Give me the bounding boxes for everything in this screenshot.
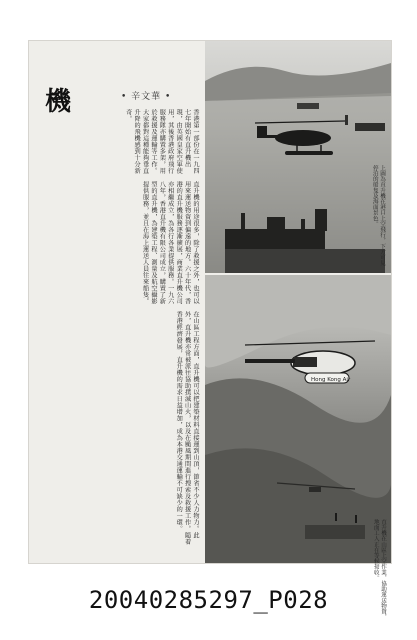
body-column-bottom: 在山區工程方面，直升機可以把建築材料直接運到山頂，節省不少人力物力。此外，直升機亦常被派往協助撲滅山火，以及在颱風期間進行搜索及救援工作。隨着香港經濟發展，直升機的需求日益增加，成為本港交通運輸不可缺少的一環。 bbox=[175, 311, 199, 545]
article-byline: • 辛文華 • bbox=[121, 92, 172, 102]
archive-id-label: 20040285297_P028 bbox=[88, 586, 329, 614]
photo-caption-top: 上圖為直升機在港口上空飛行，下方可見停泊的船隻及海面景色。 bbox=[371, 165, 385, 266]
body-column-middle: 直升機的用途很多，除了救援之外，也可以用來運送物資到偏遠的地方。六十年代，香港的直升機服務逐漸擴展，商業直升機公司亦相繼成立，為各行各業提供服務。一九六八年，香港直升機有限公司成立，購置了新型的直升機，為建築工程、測量及航空攝影提供服務，並且在海上運送人員往來船隻。 bbox=[141, 181, 199, 305]
body-column-top: 香港第一部份在一九四七年開始有直升機出現，由英國皇家空軍使用，其後香港政府飛行服務隊亦購置多架，用於救援及運輸等工作。大家都對這種能夠垂直升降的飛機感到十分新奇。 bbox=[124, 109, 199, 174]
text-area bbox=[29, 41, 205, 563]
article-title: 機 bbox=[45, 87, 72, 117]
photo-caption-bottom: 直升機在山區上空作業，協助運送物資，地面工人正在等候接收。 bbox=[372, 519, 386, 620]
helicopter-label: Hong Kong Air bbox=[311, 377, 351, 383]
harbour-helicopter-photo bbox=[205, 41, 391, 273]
